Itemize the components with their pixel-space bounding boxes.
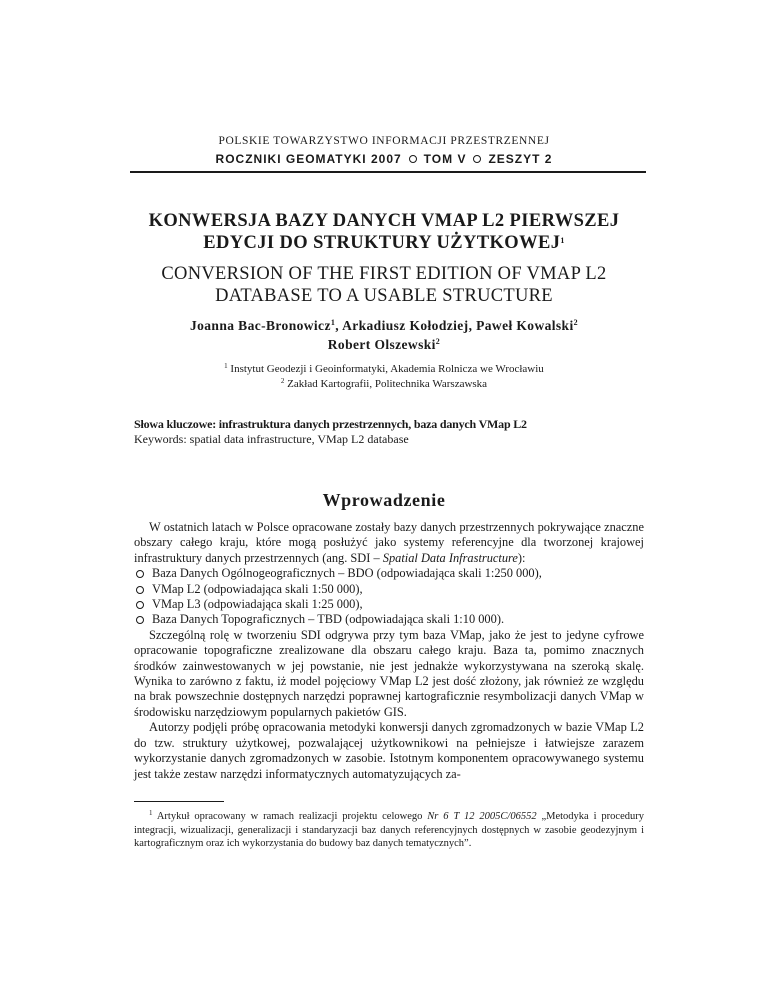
author-affiliation-mark: 2 — [573, 318, 579, 327]
footnote-text: Artykuł opracowany w ramach realizacji projektu celowego — [156, 811, 428, 822]
affiliations — [100, 362, 668, 392]
list-item — [134, 566, 644, 581]
bullet-circle-icon — [136, 616, 144, 624]
list-item — [134, 597, 644, 612]
title-english — [100, 263, 668, 307]
journal-volume: TOM V — [423, 152, 467, 166]
separator-circle-icon — [473, 155, 481, 163]
author-line-1: Joanna Bac-Bronowicz$^1$, Arkadiusz Kołodziej, Paweł Kowalski$^2$ — [189, 318, 579, 333]
author-affiliation-mark: 2 — [435, 337, 441, 346]
separator-circle-icon — [409, 155, 417, 163]
footnote-rule — [134, 801, 224, 802]
list-item-text: VMap L3 (odpowiadająca skali 1:25 000), — [152, 597, 363, 612]
keywords-polish: Słowa kluczowe: infrastruktura danych przestrzennych, baza danych VMap L2 — [134, 417, 527, 431]
title-polish-line-2-text: EDYCJI DO STRUKTURY UŻYTKOWEJ — [203, 233, 561, 253]
journal-issue: ZESZYT 2 — [488, 152, 553, 166]
footnote-text: „Metodyka i procedury integracji, wizualizacji, generalizacji i standaryzacji baz danych referencyjnych dostępnych w zasobie geodezyjnym i kartograficznym oraz ich wykorzystania do budowy baz danych tematycznych”. — [134, 811, 645, 849]
affiliation-text: Instytut Geodezji i Geoinformatyki, Akademia Rolnicza we Wrocławiu — [230, 363, 544, 375]
bullet-circle-icon — [136, 586, 144, 594]
society-name: POLSKIE TOWARZYSTWO INFORMACJI PRZESTRZENNEJ — [218, 135, 550, 147]
section-heading: Wprowadzenie — [322, 490, 446, 510]
title-polish — [100, 210, 668, 254]
paragraph-italic-text: Spatial Data Infrastructure — [382, 550, 518, 565]
title-footnote-mark: 1 — [560, 236, 565, 245]
author-list — [100, 316, 668, 354]
journal-title: ROCZNIKI GEOMATYKI 2007 — [215, 152, 402, 166]
list-item-text: VMap L2 (odpowiadająca skali 1:50 000), — [152, 581, 363, 596]
keywords-english: Keywords: spatial data infrastructure, VMap L2 database — [134, 432, 409, 446]
journal-header — [0, 152, 768, 166]
affiliation-2 — [100, 377, 668, 392]
affiliation-text: Zakład Kartografii, Politechnika Warszawska — [287, 378, 488, 390]
author-name: Joanna Bac-Bronowicz — [189, 318, 331, 333]
paragraph: Szczególną rolę w tworzeniu SDI odgrywa przy tym baza VMap, jako że jest to jedyne cyfrowe opracowanie topograficzne zrealizowane dla obszaru całego kraju. Baza ta, pomimo znacznych środków zainwestowanych w jej powstanie, nie jest jednakże wykorzystywana na szeroką skalę. Wynika to zarówno z faktu, iż model pojęciowy VMap L2 jest dość złożony, jak również ze względu na brak powszechnie dostępnych narzędzi poprawnej kartograficznie resymbolizacji danych VMap w środowisku narzędziowym popularnych pakietów GIS. — [134, 627, 644, 719]
author-name: Robert Olszewski — [327, 337, 436, 352]
list-item — [134, 612, 644, 627]
affiliation-mark: 2 — [280, 377, 285, 385]
author-name: Arkadiusz Kołodziej — [342, 318, 469, 333]
bullet-circle-icon — [136, 570, 144, 578]
footnote-mark: 1 — [149, 809, 153, 817]
author-affiliation-mark: 1 — [330, 318, 336, 327]
paragraph-text: ): — [517, 550, 526, 565]
affiliation-mark: 1 — [224, 362, 228, 370]
affiliation-1 — [100, 362, 668, 377]
bullet-list — [134, 566, 644, 628]
footnote — [134, 810, 644, 851]
bullet-circle-icon — [136, 601, 144, 609]
author-name: Paweł Kowalski — [476, 318, 574, 333]
author-line-2 — [100, 335, 668, 354]
paragraph-text: W ostatnich latach w Polsce opracowane zostały bazy danych przestrzennych pokrywające znaczne obszary całego kraju, które mogą posłużyć jako systemy referencyjne dla tworzonej krajowej infrastruktury danych przestrzennych (ang. SDI – — [134, 520, 644, 565]
title-polish-line-2 — [100, 232, 668, 254]
paragraph: Autorzy podjęli próbę opracowania metodyki konwersji danych zgromadzonych w bazie VMap L2 do tzw. struktury użytkowej, pozwalającej użytkownikowi na pełniejsze i łatwiejsze zarazem wykorzystanie danych zgromadzonych w zasobie. Istotnym komponentem opracowywanego systemu jest także zestaw narzędzi informatycznych automatyzujących za- — [134, 720, 644, 781]
footnote-italic-text: Nr 6 T 12 2005C/06552 — [427, 811, 537, 822]
title-polish-line-1: KONWERSJA BAZY DANYCH VMAP L2 PIERWSZEJ — [148, 211, 620, 231]
title-english-line-1: CONVERSION OF THE FIRST EDITION OF VMAP L2 — [161, 264, 607, 284]
body-text — [134, 520, 644, 782]
header-rule — [130, 171, 646, 173]
list-item-text: Baza Danych Topograficznych – TBD (odpowiadająca skali 1:10 000). — [152, 612, 505, 627]
list-item-text: Baza Danych Ogólnogeograficznych – BDO (odpowiadająca skali 1:250 000), — [152, 566, 542, 581]
paragraph — [134, 520, 644, 566]
list-item — [134, 582, 644, 597]
title-english-line-2: DATABASE TO A USABLE STRUCTURE — [215, 286, 553, 306]
